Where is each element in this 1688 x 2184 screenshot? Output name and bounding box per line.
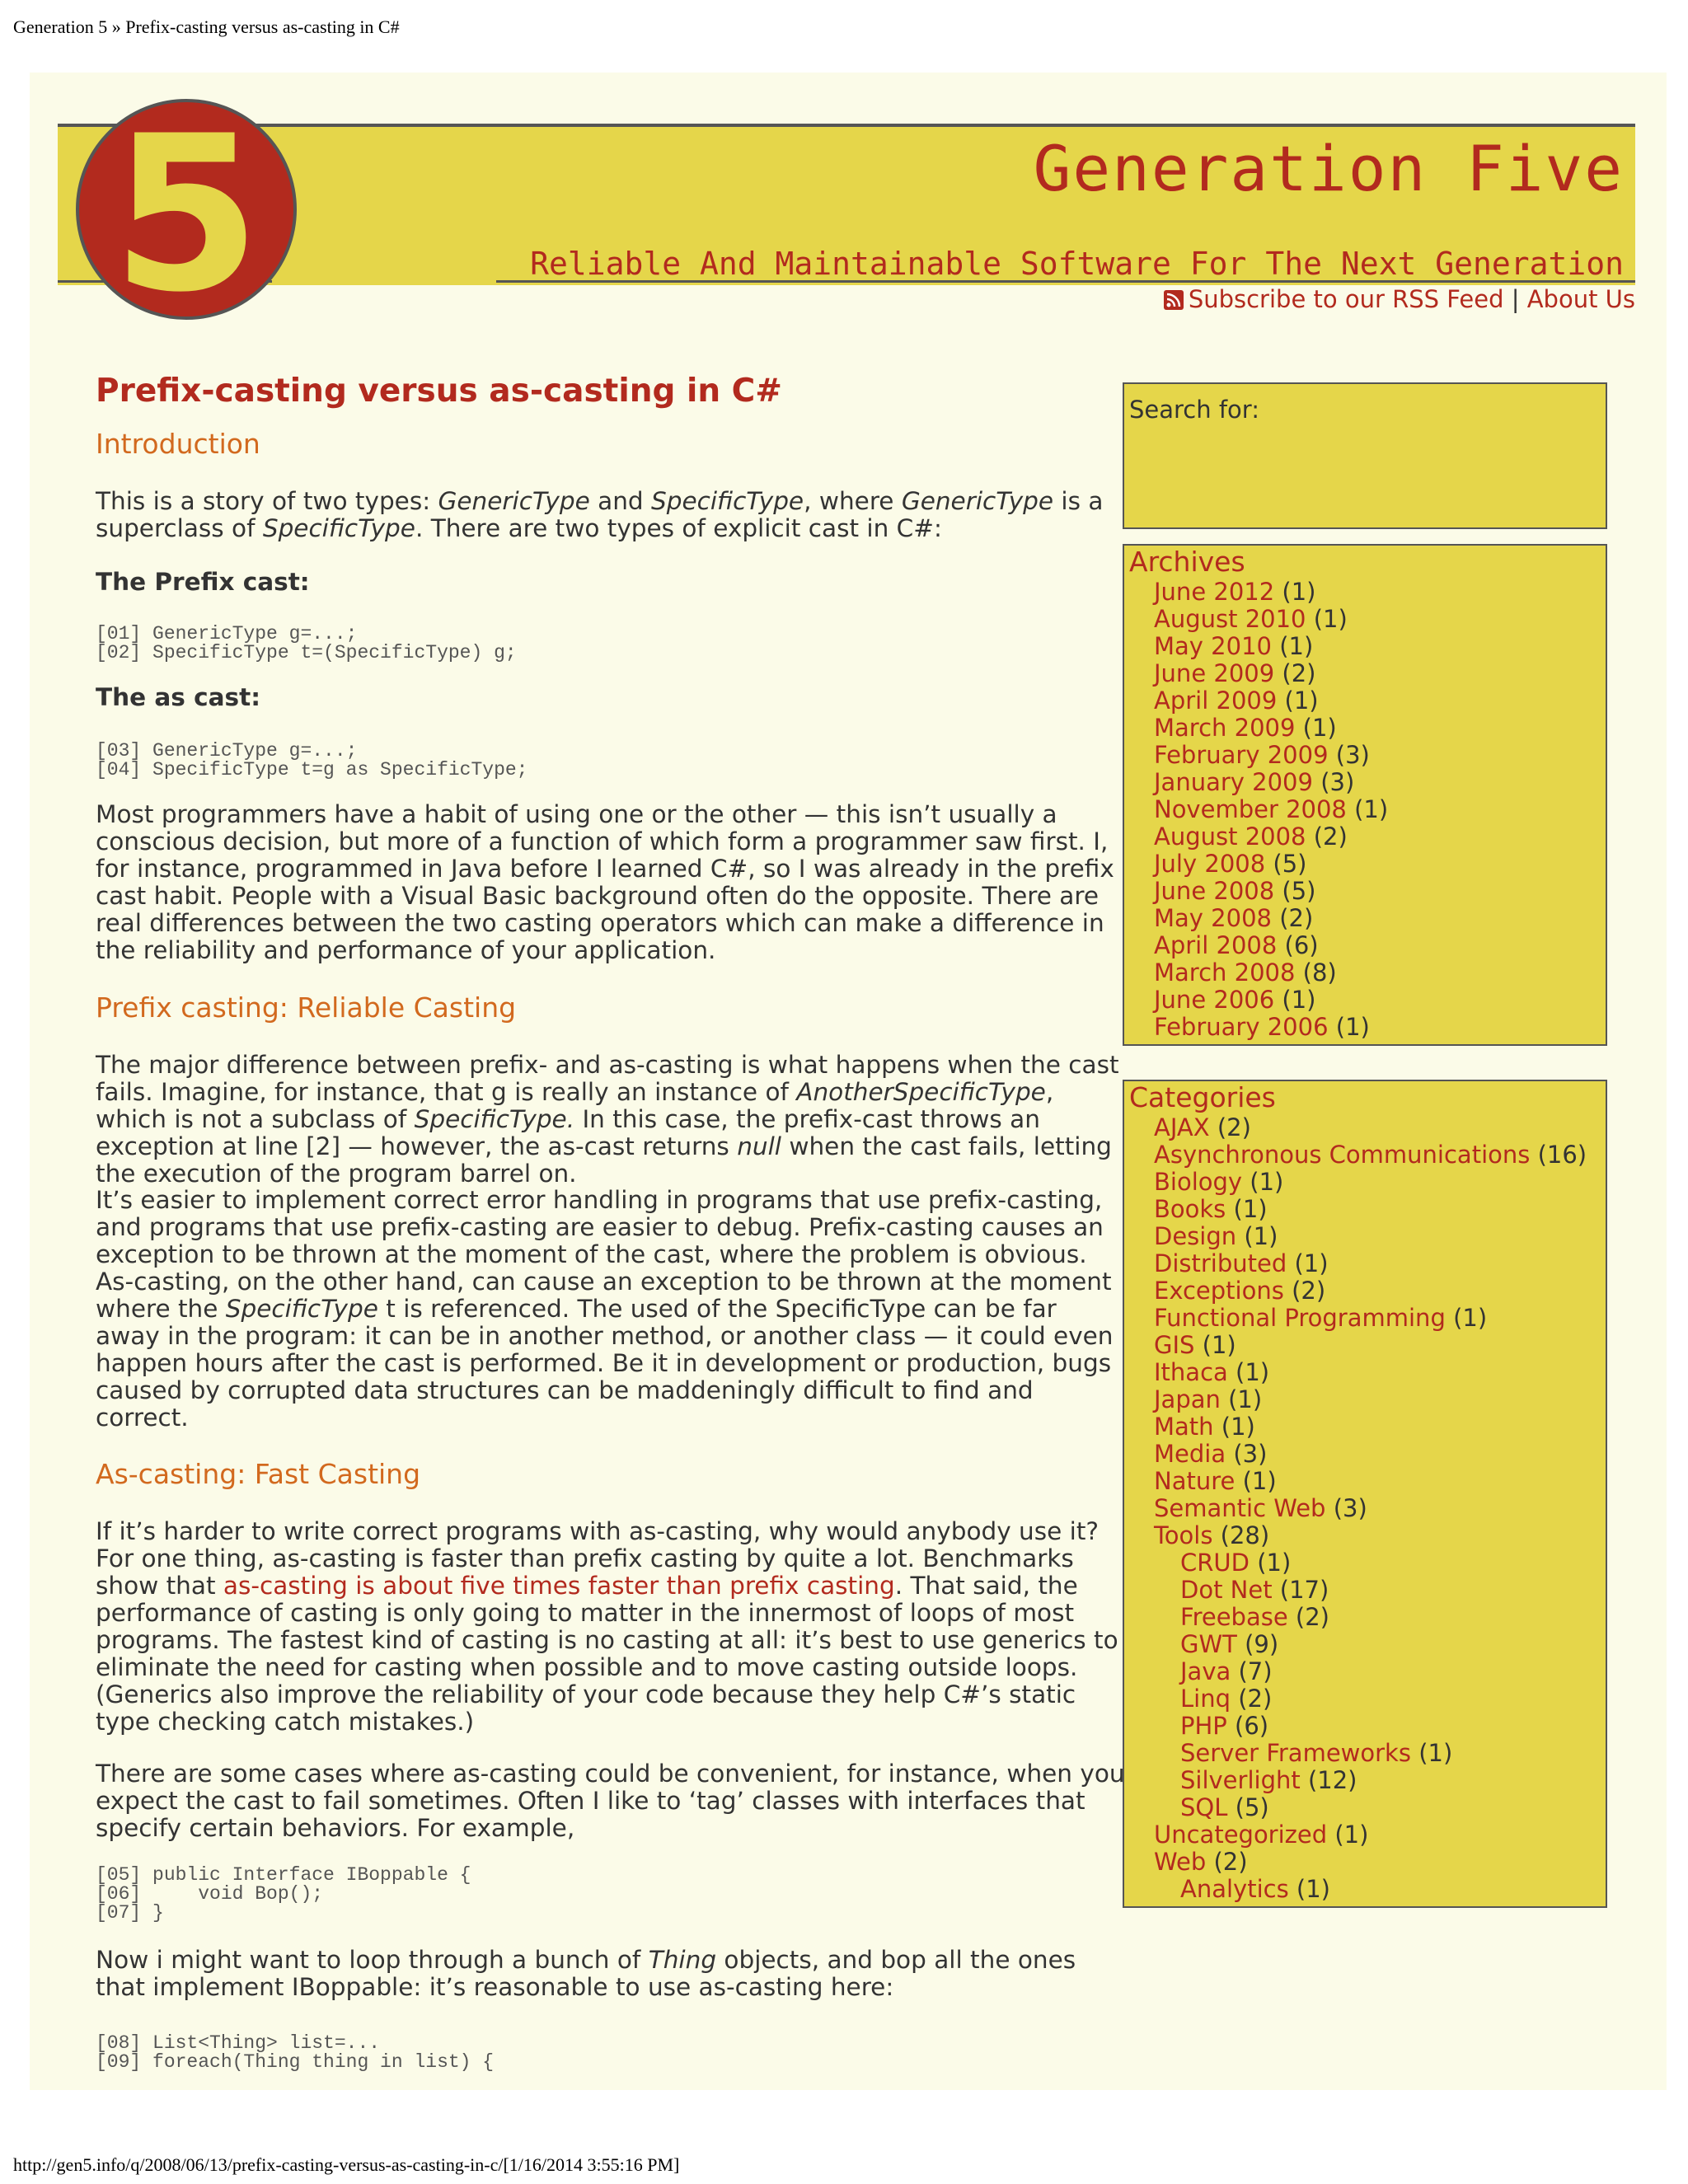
archive-count: (2) xyxy=(1313,823,1348,851)
site-title[interactable]: Generation Five xyxy=(1033,132,1624,205)
category-item-crud xyxy=(1154,1549,1606,1577)
archive-item-april-2008 xyxy=(1154,932,1606,959)
post-title[interactable]: Prefix-casting versus as-casting in C# xyxy=(96,373,782,410)
section-heading-reliable-casting: Prefix casting: Reliable Casting xyxy=(96,991,517,1024)
category-count: (6) xyxy=(1235,1712,1269,1740)
archive-item-february-2006 xyxy=(1154,1014,1606,1041)
archive-count: (1) xyxy=(1282,986,1316,1014)
category-item-functional-programming xyxy=(1154,1305,1606,1332)
category-link[interactable]: Asynchronous Communications xyxy=(1154,1141,1531,1169)
archive-count: (1) xyxy=(1313,605,1348,633)
category-count: (3) xyxy=(1233,1440,1268,1468)
archive-item-january-2009 xyxy=(1154,769,1606,796)
category-item-web xyxy=(1154,1849,1606,1876)
category-count: (1) xyxy=(1418,1739,1453,1767)
category-item-php xyxy=(1154,1713,1606,1740)
archive-count: (3) xyxy=(1320,768,1355,796)
section-heading-introduction: Introduction xyxy=(96,428,260,460)
category-link[interactable]: CRUD xyxy=(1180,1549,1250,1577)
archive-link[interactable]: July 2008 xyxy=(1154,850,1266,878)
category-item-media xyxy=(1154,1441,1606,1468)
archives-widget xyxy=(1123,544,1607,1046)
archive-link[interactable]: June 2012 xyxy=(1154,578,1275,606)
fast-paragraph-1: If it’s harder to write correct programs with as-casting, why would anybody use it? For one thing, as-casting is faster than prefix casting by quite a lot. Benchmarks show that as-casting is about five times faster than prefix casting. That said, the performance of casting is only going to matter in the innermost of loops of most programs. The fastest kind of casting is no casting at all: it’s best to use generics to eliminate the need for casting when possible and to move casting outside loops. (Generics also improve the reliability of your code because they help C#’s static type checking catch mistakes.) xyxy=(96,1517,1118,1736)
category-link[interactable]: Freebase xyxy=(1180,1603,1288,1631)
archive-link[interactable]: March 2008 xyxy=(1154,958,1296,987)
category-item-freebase xyxy=(1154,1604,1606,1631)
code-block: [08] List<Thing> list=... [09] foreach(Thing thing in list) { xyxy=(96,2032,495,2073)
category-count: (1) xyxy=(1294,1249,1329,1277)
category-count: (9) xyxy=(1245,1630,1279,1658)
header-links xyxy=(1164,285,1635,316)
section-heading-fast-casting: As-casting: Fast Casting xyxy=(96,1458,421,1490)
category-count: (3) xyxy=(1333,1494,1367,1522)
site-logo[interactable] xyxy=(74,97,298,321)
print-page-url: http://gen5.info/q/2008/06/13/prefix-casting-versus-as-casting-in-c/[1/16/2014 3:55:16 PM] xyxy=(13,2154,680,2175)
category-count: (1) xyxy=(1202,1331,1236,1359)
archive-link[interactable]: May 2008 xyxy=(1154,904,1272,932)
archive-count: (5) xyxy=(1282,877,1316,905)
archive-item-march-2008 xyxy=(1154,959,1606,987)
archive-item-february-2009 xyxy=(1154,742,1606,769)
category-link[interactable]: Java xyxy=(1180,1657,1231,1685)
archive-item-august-2008 xyxy=(1154,823,1606,851)
category-link[interactable]: Dot Net xyxy=(1180,1576,1273,1604)
archives-list xyxy=(1124,579,1606,1041)
prefix-cast-heading: The Prefix cast: xyxy=(96,568,310,596)
category-link[interactable]: GWT xyxy=(1180,1630,1237,1658)
category-link[interactable]: Server Frameworks xyxy=(1180,1739,1411,1767)
category-item-linq xyxy=(1154,1685,1606,1713)
search-widget xyxy=(1123,382,1607,529)
category-count: (2) xyxy=(1238,1685,1273,1713)
category-item-nature xyxy=(1154,1468,1606,1495)
archive-item-june-2009 xyxy=(1154,660,1606,687)
archive-item-june-2006 xyxy=(1154,987,1606,1014)
archive-link[interactable]: May 2010 xyxy=(1154,632,1272,660)
category-link[interactable]: Analytics xyxy=(1180,1875,1289,1903)
category-count: (28) xyxy=(1220,1521,1270,1549)
category-item-design xyxy=(1154,1223,1606,1250)
category-count: (5) xyxy=(1235,1793,1269,1821)
category-count: (2) xyxy=(1292,1277,1326,1305)
category-item-distributed xyxy=(1154,1250,1606,1277)
category-count: (1) xyxy=(1296,1875,1331,1903)
archive-link[interactable]: March 2009 xyxy=(1154,714,1296,742)
archive-count: (6) xyxy=(1284,931,1319,959)
archive-count: (2) xyxy=(1279,904,1314,932)
category-item-japan xyxy=(1154,1386,1606,1413)
category-link[interactable]: Functional Programming xyxy=(1154,1304,1446,1332)
archive-item-august-2010 xyxy=(1154,606,1606,633)
categories-widget xyxy=(1123,1080,1607,1908)
category-link[interactable]: Exceptions xyxy=(1154,1277,1284,1305)
archive-count: (1) xyxy=(1302,714,1337,742)
print-page-title: Generation 5 » Prefix-casting versus as-casting in C# xyxy=(13,16,400,37)
category-link[interactable]: Tools xyxy=(1154,1521,1213,1549)
rss-feed-icon[interactable] xyxy=(1164,288,1184,316)
rss-feed-link[interactable]: Subscribe to our RSS Feed xyxy=(1188,285,1504,313)
reliable-paragraph-2: It’s easier to implement correct error handling in programs that use prefix-casting, and programs that use prefix-casting are easier to debug. Prefix-casting causes an exception to be thrown at the moment of the cast, where the problem is obvious. As-casting, on the other hand, can cause an exception to be thrown at the moment where the SpecificType t is referenced. The used of the SpecificType can be far away in the program: it can be in another method, or another class — it could even happen hours after the cast is performed. Be it in development or production, bugs caused by corrupted data structures can be maddeningly difficult to find and correct. xyxy=(96,1186,1114,1432)
archive-count: (1) xyxy=(1282,578,1316,606)
category-count: (1) xyxy=(1257,1549,1292,1577)
intro-paragraph: This is a story of two types: GenericType and SpecificType, where GenericType is a superclass of SpecificType. There are two types of explicit cast in C#: xyxy=(96,487,1104,542)
category-item-ithaca xyxy=(1154,1359,1606,1386)
category-count: (1) xyxy=(1221,1413,1255,1441)
categories-list xyxy=(1124,1114,1606,1903)
category-link[interactable]: Math xyxy=(1154,1413,1214,1441)
fast-paragraph-2: There are some cases where as-casting could be convenient, for instance, when you expect the cast to fail sometimes. Often I like to ‘tag’ classes with interfaces that specify certain behaviors. For example, xyxy=(96,1760,1125,1842)
category-count: (17) xyxy=(1279,1576,1329,1604)
category-count: (1) xyxy=(1453,1304,1488,1332)
archive-count: (1) xyxy=(1284,687,1319,715)
category-count: (1) xyxy=(1334,1821,1369,1849)
category-item-semantic-web xyxy=(1154,1495,1606,1522)
category-item-java xyxy=(1154,1658,1606,1685)
category-link[interactable]: SQL xyxy=(1180,1793,1228,1821)
category-link[interactable]: Books xyxy=(1154,1195,1226,1223)
archive-item-march-2009 xyxy=(1154,715,1606,742)
archive-link[interactable]: February 2009 xyxy=(1154,741,1329,769)
category-count: (1) xyxy=(1236,1358,1270,1386)
category-link[interactable]: GIS xyxy=(1154,1331,1195,1359)
category-count: (1) xyxy=(1233,1195,1268,1223)
logo-numeral: 5 xyxy=(111,97,261,321)
archive-link[interactable]: November 2008 xyxy=(1154,795,1347,823)
code-block: [05] public Interface IBoppable { [06] void Bop(); [07] } xyxy=(96,1864,471,1924)
archive-count: (8) xyxy=(1302,958,1337,987)
archive-link[interactable]: February 2006 xyxy=(1154,1013,1329,1041)
category-count: (1) xyxy=(1244,1222,1278,1250)
archive-count: (2) xyxy=(1282,659,1316,687)
category-link[interactable]: Media xyxy=(1154,1440,1226,1468)
category-item-gwt xyxy=(1154,1631,1606,1658)
archive-item-june-2008 xyxy=(1154,878,1606,905)
category-item-silverlight xyxy=(1154,1767,1606,1794)
archive-link[interactable]: June 2009 xyxy=(1154,659,1275,687)
search-label: Search for: xyxy=(1129,396,1259,424)
category-count: (1) xyxy=(1250,1168,1284,1196)
archive-count: (5) xyxy=(1273,850,1307,878)
category-item-gis xyxy=(1154,1332,1606,1359)
category-item-math xyxy=(1154,1413,1606,1441)
category-item-exceptions xyxy=(1154,1277,1606,1305)
archive-link[interactable]: April 2009 xyxy=(1154,687,1278,715)
category-link[interactable]: Distributed xyxy=(1154,1249,1287,1277)
category-link[interactable]: Uncategorized xyxy=(1154,1821,1328,1849)
archives-heading: Archives xyxy=(1129,546,1245,578)
category-link[interactable]: AJAX xyxy=(1154,1113,1210,1141)
category-item-uncategorized xyxy=(1154,1821,1606,1849)
category-item-books xyxy=(1154,1196,1606,1223)
category-link[interactable]: PHP xyxy=(1180,1712,1227,1740)
category-item-tools xyxy=(1154,1522,1606,1549)
benchmark-link[interactable]: as-casting is about five times faster than prefix casting xyxy=(223,1572,895,1600)
category-count: (12) xyxy=(1307,1766,1357,1794)
categories-heading: Categories xyxy=(1129,1081,1276,1113)
category-item-dot-net xyxy=(1154,1577,1606,1604)
category-link[interactable]: Design xyxy=(1154,1222,1237,1250)
category-item-analytics xyxy=(1154,1876,1606,1903)
as-cast-heading: The as cast: xyxy=(96,683,260,711)
category-link[interactable]: Biology xyxy=(1154,1168,1243,1196)
category-count: (2) xyxy=(1295,1603,1329,1631)
category-item-asynchronous-communications xyxy=(1154,1141,1606,1169)
category-count: (1) xyxy=(1228,1385,1263,1413)
fast-paragraph-3: Now i might want to loop through a bunch of Thing objects, and bop all the ones that implement IBoppable: it’s reasonable to use as-casting here: xyxy=(96,1946,1076,2001)
category-link[interactable]: Japan xyxy=(1154,1385,1221,1413)
category-item-biology xyxy=(1154,1169,1606,1196)
site-tagline: Reliable And Maintainable Software For The Next Generation xyxy=(530,246,1624,282)
intro-paragraph-2: Most programmers have a habit of using one or the other — this isn’t usually a conscious decision, but more of a function of which form a programmer saw first. I, for instance, programmed in Java before I learned C#, so I was already in the prefix cast habit. People with a Visual Basic background often do the opposite. There are real differences between the two casting operators which can make a difference in the reliability and performance of your application. xyxy=(96,800,1114,964)
category-item-ajax xyxy=(1154,1114,1606,1141)
archive-link[interactable]: April 2008 xyxy=(1154,931,1278,959)
archive-count: (1) xyxy=(1335,1013,1370,1041)
archive-link[interactable]: June 2008 xyxy=(1154,877,1275,905)
category-link[interactable]: Semantic Web xyxy=(1154,1494,1326,1522)
category-count: (16) xyxy=(1537,1141,1587,1169)
archive-count: (1) xyxy=(1354,795,1389,823)
archive-item-april-2009 xyxy=(1154,687,1606,715)
code-block: [03] GenericType g=...; [04] SpecificType t=g as SpecificType; xyxy=(96,740,528,780)
category-item-server-frameworks xyxy=(1154,1740,1606,1767)
category-link[interactable]: Ithaca xyxy=(1154,1358,1228,1386)
archive-link[interactable]: August 2010 xyxy=(1154,605,1306,633)
reliable-paragraph-1: The major difference between prefix- and as-casting is what happens when the cast fails. Imagine, for instance, that g is really an instance of AnotherSpecificType, which is not a subclass of SpecificType. In this case, the prefix-cast throws an exception at line [2] — however, the as-cast returns null when the cast fails, letting the execution of the program barrel on. xyxy=(96,1051,1119,1188)
code-block: [01] GenericType g=...; [02] SpecificType t=(SpecificType) g; xyxy=(96,623,517,663)
category-link[interactable]: Web xyxy=(1154,1848,1207,1876)
archive-link[interactable]: January 2009 xyxy=(1154,768,1313,796)
archive-link[interactable]: August 2008 xyxy=(1154,823,1306,851)
archive-item-may-2010 xyxy=(1154,633,1606,660)
category-count: (2) xyxy=(1217,1113,1251,1141)
archive-count: (3) xyxy=(1335,741,1370,769)
category-link[interactable]: Nature xyxy=(1154,1467,1236,1495)
category-count: (7) xyxy=(1238,1657,1273,1685)
archive-count: (1) xyxy=(1279,632,1314,660)
category-link[interactable]: Silverlight xyxy=(1180,1766,1301,1794)
about-us-link[interactable]: About Us xyxy=(1526,285,1635,313)
archive-item-july-2008 xyxy=(1154,851,1606,878)
archive-item-may-2008 xyxy=(1154,905,1606,932)
category-count: (2) xyxy=(1213,1848,1248,1876)
category-link[interactable]: Linq xyxy=(1180,1685,1231,1713)
archive-item-june-2012 xyxy=(1154,579,1606,606)
category-item-sql xyxy=(1154,1794,1606,1821)
archive-link[interactable]: June 2006 xyxy=(1154,986,1275,1014)
category-count: (1) xyxy=(1242,1467,1277,1495)
archive-item-november-2008 xyxy=(1154,796,1606,823)
header-link-separator: | xyxy=(1511,285,1520,313)
